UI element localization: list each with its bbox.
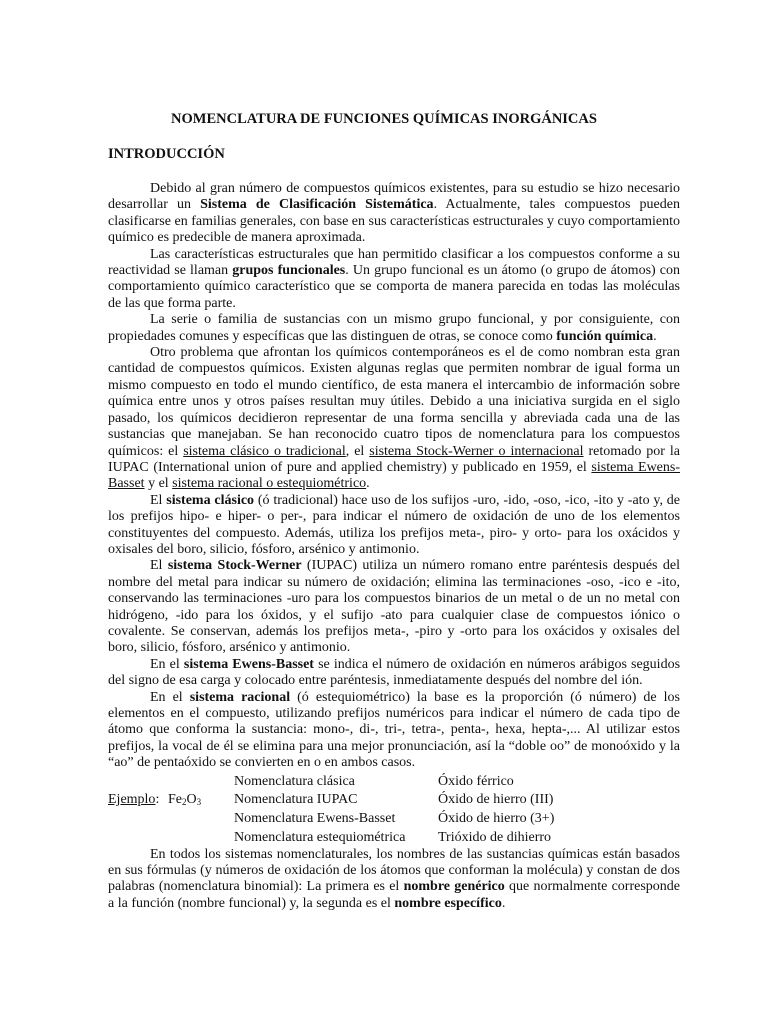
text: (IUPAC) utiliza un número romano entre paréntesis después del nombre del metal para indicar su número de oxidación; elimina las terminaciones -oso, -ico e -ito, conservando las terminaciones -uro para los compuestos binarios de un metal o de un no metal con hidrógeno, -ido para los óxidos, y el sufijo -ato para cualquier clase de compuestos iónico o covalente. Se conservan, además los prefijos meta-, -piro y -orto para los oxácidos y oxisales del boro, silicio, fósforo, arsénico y antimonio. [108, 558, 680, 656]
underlined-term: sistema Ewens-Basset [108, 459, 680, 492]
text: . Un grupo funcional es un átomo (o grupo de átomos) con comportamiento químico característico que se comporta de manera parecida en todas las moléculas de las que forma parte. [108, 263, 680, 311]
formula-subscript: 2 [182, 796, 187, 807]
underlined-term: sistema clásico o tradicional [183, 443, 346, 459]
paragraph-9 [108, 847, 680, 913]
compound-name: Óxido de hierro (III) [438, 791, 554, 807]
text: Debido al gran número de compuestos químicos existentes, para su estudio se hizo necesario desarrollar un [108, 181, 680, 213]
bold-term: función química [556, 328, 654, 344]
example-colon: : [155, 791, 160, 807]
text: En todos los sistemas nomenclaturales, los nombres de las sustancias químicas están basados en sus fórmulas (y números de oxidación de los átomos que conforman la molécula) y constan de dos palabras (nomenclatura binomial): La primera es el [108, 846, 680, 895]
paragraph-8 [108, 690, 680, 772]
compound-name: Óxido férrico [438, 773, 514, 789]
bold-term: nombre genérico [403, 879, 505, 895]
text: , el [345, 443, 370, 459]
text: . [366, 476, 370, 492]
formula-element: O [186, 791, 197, 807]
text: La serie o familia de sustancias con un mismo grupo funcional, y por consiguiente, con propiedades comunes y específicas que las distinguen de otras, se conoce como [108, 312, 680, 344]
text: se indica el número de oxidación en números arábigos seguidos del signo de esa carga y colocado entre paréntesis, inmediatamente después del nombre del ión. [108, 656, 681, 689]
nomenclature-type: Nomenclatura Ewens-Basset [234, 810, 396, 826]
paragraph-7 [108, 657, 680, 690]
paragraph-5 [108, 493, 680, 559]
text: En el [150, 689, 190, 705]
text: El [150, 558, 168, 574]
bold-term: sistema Ewens-Basset [183, 656, 314, 672]
bold-term: grupos funcionales [232, 263, 346, 279]
text: . [501, 895, 506, 911]
text: . [653, 328, 657, 344]
nomenclature-type: Nomenclatura estequiométrica [234, 829, 406, 845]
paragraph-3 [108, 312, 680, 345]
text: que normalmente corresponde a la función (nombre funcional) y, la segunda es el [108, 879, 680, 911]
text: y el [144, 476, 173, 492]
nomenclature-type: Nomenclatura clásica [234, 773, 355, 789]
underlined-term: sistema racional o estequiométrico [172, 476, 367, 492]
paragraph-2 [108, 247, 680, 313]
example-label [108, 791, 159, 810]
section-heading: INTRODUCCIÓN [108, 146, 225, 162]
bold-term: nombre específico [394, 895, 502, 911]
text: Otro problema que afrontan los químicos contemporáneos es el de como nombran esta gran cantidad de compuestos químicos. Existen algunas reglas que permiten nombrar de igual forma un mismo compuesto en todo el mundo científico, de esta manera el intercambio de información sobre química entre unos y otros países resultan muy útiles. Debido a una iniciativa surgida en el siglo pasado, los químicos decidieron representar de una forma sencilla y abreviada cada una de las sustancias que manejaban. Se han reconocido cuatro tipos de nomenclatura para los compuestos químicos: el [108, 345, 680, 459]
example-label-text: Ejemplo [108, 791, 156, 807]
text: Las características estructurales que han permitido clasificar a los compuestos conforme a su reactividad se llaman [108, 246, 680, 279]
nomenclature-type: Nomenclatura IUPAC [234, 791, 358, 807]
paragraph-4 [108, 345, 680, 493]
formula-subscript: 3 [196, 796, 202, 807]
example-formula [168, 791, 201, 810]
formula-element: Fe [168, 791, 182, 807]
text: retomado por la IUPAC (International union of pure and applied chemistry) y publicado en 1959, el [108, 443, 681, 475]
underlined-term: sistema Stock-Werner o internacional [369, 443, 584, 459]
text: (ó tradicional) hace uso de los sufijos -uro, -ido, -oso, -ico, -ito y -ato y, de los prefijos hipo- e hiper- o per-, para indicar el número de oxidación de uno de los elementos constituyentes del compuesto. Además, utiliza los prefijos meta-, piro- y orto- para los oxácidos y oxisales del boro, silicio, fósforo, arsénico y antimonio. [108, 492, 680, 557]
bold-term: sistema clásico [166, 492, 255, 508]
example-block [108, 773, 680, 847]
text: (ó estequiométrico) la base es la proporción (ó número) de los elementos en el compuesto, utilizando prefijos numéricos para indicar el número de cada tipo de átomo que conforma la sustancia: mono-, di-, tri-, tetra-, penta-, hexa, hepta-,... Al utilizar estos prefijos, la vocal de él se elimina para una mejor pronunciación, así la “doble oo” de monoóxido y la “ao” de pentaóxido se convierten en o en ambos casos. [108, 689, 681, 771]
paragraph-6 [108, 558, 680, 656]
compound-name: Óxido de hierro (3+) [438, 810, 555, 826]
bold-term: sistema Stock-Werner [167, 558, 302, 574]
bold-term: sistema racional [189, 689, 291, 705]
compound-name: Trióxido de dihierro [438, 829, 552, 845]
paragraph-1 [108, 181, 680, 247]
text: El [150, 492, 167, 508]
text: En el [150, 656, 184, 672]
document-title: NOMENCLATURA DE FUNCIONES QUÍMICAS INORGÁNICAS [171, 111, 597, 127]
bold-term: Sistema de Clasificación Sistemática [200, 197, 434, 213]
document-body [108, 181, 680, 912]
text: . Actualmente, tales compuestos pueden clasificarse en familias generales, con base en sus características estructurales y cuyo comportamiento químico es predecible de manera aproximada. [108, 197, 680, 246]
